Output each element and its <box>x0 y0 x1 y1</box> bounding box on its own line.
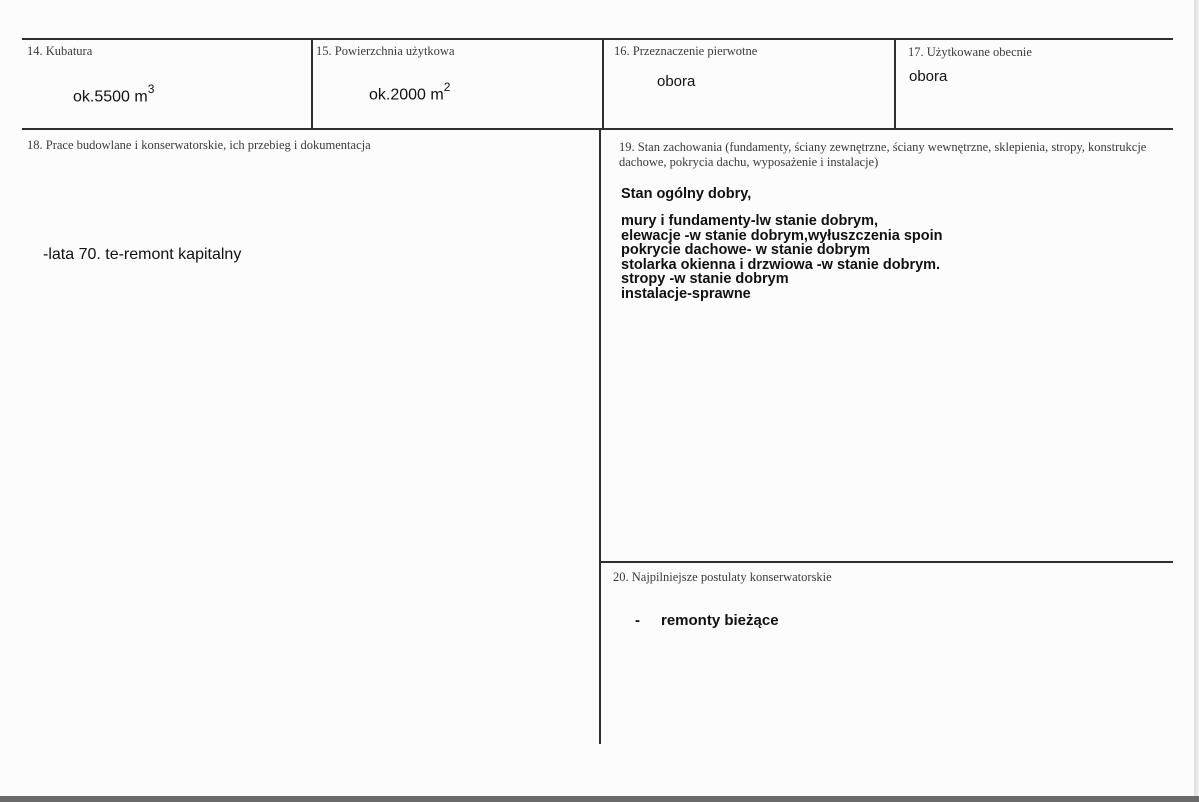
field-15-value-base: ok.2000 m <box>369 86 444 104</box>
field-19-condition <box>621 186 943 301</box>
field-17-value: obora <box>909 68 948 85</box>
condition-line: stropy -w stanie dobrym <box>621 271 789 287</box>
condition-line: pokrycie dachowe- w stanie dobrym <box>621 242 870 258</box>
field-15-value-exponent: 2 <box>443 80 451 94</box>
field-18-value: -lata 70. te-remont kapitalny <box>43 246 242 263</box>
field-14-value <box>73 84 154 106</box>
condition-line: stolarka okienna i drzwiowa -w stanie dobrym. <box>621 256 941 273</box>
field-17-label: 17. Użytkowane obecnie <box>908 45 1032 59</box>
condition-line: mury i fundamenty-lw stanie dobrym, <box>621 213 879 229</box>
col-divider-14-15 <box>311 38 313 130</box>
condition-line: instalacje-sprawne <box>621 285 751 302</box>
field-19-label: 19. Stan zachowania (fundamenty, ściany zewnętrzne, ściany wewnętrzne, sklepienia, stropy, konstrukcje dachowe, pokrycia dachu, wyposażenie i instalacje) <box>619 140 1147 169</box>
col-divider-16-17 <box>894 38 896 130</box>
condition-line: elewacje -w stanie dobrym,wyłuszczenia spoin <box>621 227 943 244</box>
section-20-divider <box>599 561 1173 563</box>
field-14-value-base: ok.5500 m <box>73 88 148 106</box>
scan-edge-bottom <box>0 796 1199 802</box>
scan-edge-right <box>1194 0 1199 802</box>
field-18-label: 18. Prace budowlane i konserwatorskie, ich przebieg i dokumentacja <box>27 138 371 152</box>
field-16-label: 16. Przeznaczenie pierwotne <box>614 44 758 58</box>
field-15-value <box>369 82 450 104</box>
condition-heading: Stan ogólny dobry, <box>621 186 752 202</box>
field-20-bullet: - <box>635 612 640 629</box>
field-20-value: remonty bieżące <box>661 612 779 629</box>
row-divider <box>22 128 1173 130</box>
field-15-label: 15. Powierzchnia użytkowa <box>316 44 455 58</box>
field-14-label: 14. Kubatura <box>27 44 93 58</box>
field-20-label: 20. Najpilniejsze postulaty konserwatorskie <box>613 570 832 584</box>
field-14-value-exponent: 3 <box>147 82 155 96</box>
top-rule <box>22 38 1173 40</box>
col-divider-18-19 <box>599 130 601 744</box>
col-divider-15-16 <box>602 38 604 130</box>
field-16-value: obora <box>657 73 696 90</box>
